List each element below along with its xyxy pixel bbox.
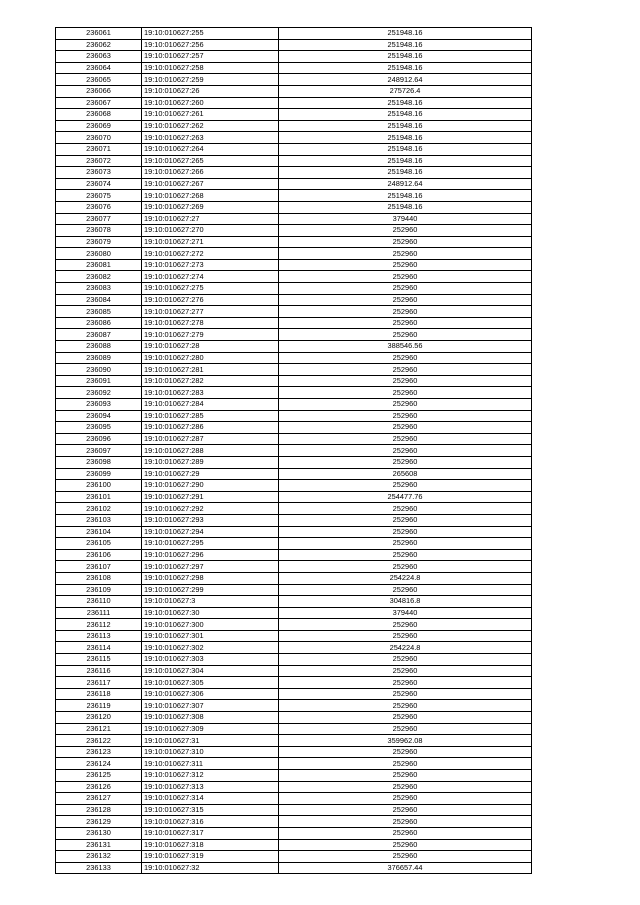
cadastral-value-cell: 254224.8 <box>279 572 532 584</box>
cadastral-value-cell: 252960 <box>279 283 532 295</box>
row-number-cell: 236061 <box>56 28 142 40</box>
table-row <box>56 596 532 608</box>
table-row <box>56 770 532 782</box>
cadastral-value-cell: 254224.8 <box>279 642 532 654</box>
cadastral-value-cell: 304816.8 <box>279 596 532 608</box>
table-row <box>56 619 532 631</box>
cadastral-number-cell: 19:10:010627:307 <box>142 700 279 712</box>
cadastral-number-cell: 19:10:010627:276 <box>142 294 279 306</box>
table-row <box>56 862 532 874</box>
cadastral-number-cell: 19:10:010627:309 <box>142 723 279 735</box>
row-number-cell: 236074 <box>56 178 142 190</box>
cadastral-number-cell: 19:10:010627:300 <box>142 619 279 631</box>
table-row <box>56 839 532 851</box>
table-row <box>56 375 532 387</box>
table-row <box>56 178 532 190</box>
cadastral-value-cell: 252960 <box>279 422 532 434</box>
cadastral-number-cell: 19:10:010627:302 <box>142 642 279 654</box>
table-row <box>56 654 532 666</box>
cadastral-value-cell: 252960 <box>279 480 532 492</box>
cadastral-value-cell: 252960 <box>279 236 532 248</box>
row-number-cell: 236064 <box>56 62 142 74</box>
table-row <box>56 746 532 758</box>
table-row <box>56 399 532 411</box>
table-row <box>56 514 532 526</box>
row-number-cell: 236063 <box>56 51 142 63</box>
table-row <box>56 561 532 573</box>
row-number-cell: 236097 <box>56 445 142 457</box>
cadastral-number-cell: 19:10:010627:283 <box>142 387 279 399</box>
row-number-cell: 236080 <box>56 248 142 260</box>
row-number-cell: 236076 <box>56 201 142 213</box>
cadastral-value-cell: 252960 <box>279 827 532 839</box>
cadastral-value-cell: 252960 <box>279 746 532 758</box>
row-number-cell: 236069 <box>56 120 142 132</box>
cadastral-value-cell: 252960 <box>279 271 532 283</box>
row-number-cell: 236072 <box>56 155 142 167</box>
table-row <box>56 109 532 121</box>
table-row <box>56 85 532 97</box>
cadastral-number-cell: 19:10:010627:295 <box>142 538 279 550</box>
table-row <box>56 700 532 712</box>
table-row <box>56 259 532 271</box>
cadastral-value-cell: 252960 <box>279 306 532 318</box>
row-number-cell: 236132 <box>56 851 142 863</box>
table-row <box>56 781 532 793</box>
row-number-cell: 236082 <box>56 271 142 283</box>
row-number-cell: 236088 <box>56 341 142 353</box>
row-number-cell: 236105 <box>56 538 142 550</box>
row-number-cell: 236095 <box>56 422 142 434</box>
row-number-cell: 236116 <box>56 665 142 677</box>
cadastral-number-cell: 19:10:010627:312 <box>142 770 279 782</box>
table-row <box>56 306 532 318</box>
cadastral-number-cell: 19:10:010627:271 <box>142 236 279 248</box>
row-number-cell: 236106 <box>56 549 142 561</box>
cadastral-number-cell: 19:10:010627:291 <box>142 491 279 503</box>
table-row <box>56 758 532 770</box>
cadastral-number-cell: 19:10:010627:274 <box>142 271 279 283</box>
cadastral-value-cell: 252960 <box>279 630 532 642</box>
cadastral-number-cell: 19:10:010627:27 <box>142 213 279 225</box>
cadastral-value-cell: 252960 <box>279 677 532 689</box>
row-number-cell: 236113 <box>56 630 142 642</box>
cadastral-number-cell: 19:10:010627:306 <box>142 688 279 700</box>
table-row <box>56 503 532 515</box>
cadastral-value-cell: 252960 <box>279 758 532 770</box>
row-number-cell: 236066 <box>56 85 142 97</box>
row-number-cell: 236114 <box>56 642 142 654</box>
cadastral-value-cell: 252960 <box>279 433 532 445</box>
row-number-cell: 236109 <box>56 584 142 596</box>
row-number-cell: 236092 <box>56 387 142 399</box>
cadastral-number-cell: 19:10:010627:26 <box>142 85 279 97</box>
table-row <box>56 329 532 341</box>
table-row <box>56 155 532 167</box>
row-number-cell: 236119 <box>56 700 142 712</box>
table-row <box>56 132 532 144</box>
table-row <box>56 352 532 364</box>
cadastral-number-cell: 19:10:010627:314 <box>142 793 279 805</box>
table-row <box>56 665 532 677</box>
row-number-cell: 236084 <box>56 294 142 306</box>
row-number-cell: 236112 <box>56 619 142 631</box>
row-number-cell: 236103 <box>56 514 142 526</box>
cadastral-number-cell: 19:10:010627:30 <box>142 607 279 619</box>
table-row <box>56 793 532 805</box>
table-row <box>56 201 532 213</box>
table-row <box>56 468 532 480</box>
table-row <box>56 387 532 399</box>
table-row <box>56 410 532 422</box>
table-row <box>56 723 532 735</box>
cadastral-number-cell: 19:10:010627:259 <box>142 74 279 86</box>
cadastral-value-cell: 252960 <box>279 688 532 700</box>
cadastral-number-cell: 19:10:010627:301 <box>142 630 279 642</box>
cadastral-number-cell: 19:10:010627:279 <box>142 329 279 341</box>
row-number-cell: 236123 <box>56 746 142 758</box>
cadastral-value-cell: 251948.16 <box>279 97 532 109</box>
cadastral-value-cell: 252960 <box>279 399 532 411</box>
cadastral-value-cell: 251948.16 <box>279 201 532 213</box>
row-number-cell: 236091 <box>56 375 142 387</box>
row-number-cell: 236096 <box>56 433 142 445</box>
table-row <box>56 62 532 74</box>
table-row <box>56 364 532 376</box>
table-row <box>56 341 532 353</box>
cadastral-value-cell: 252960 <box>279 259 532 271</box>
cadastral-number-cell: 19:10:010627:305 <box>142 677 279 689</box>
cadastral-value-cell: 251948.16 <box>279 28 532 40</box>
cadastral-number-cell: 19:10:010627:262 <box>142 120 279 132</box>
cadastral-value-cell: 252960 <box>279 723 532 735</box>
cadastral-value-cell: 252960 <box>279 503 532 515</box>
cadastral-value-cell: 251948.16 <box>279 190 532 202</box>
row-number-cell: 236093 <box>56 399 142 411</box>
row-number-cell: 236131 <box>56 839 142 851</box>
row-number-cell: 236087 <box>56 329 142 341</box>
row-number-cell: 236115 <box>56 654 142 666</box>
table-row <box>56 271 532 283</box>
cadastral-value-cell: 265608 <box>279 468 532 480</box>
row-number-cell: 236086 <box>56 317 142 329</box>
cadastral-number-cell: 19:10:010627:290 <box>142 480 279 492</box>
table-row <box>56 851 532 863</box>
cadastral-value-cell: 252960 <box>279 526 532 538</box>
cadastral-value-cell: 252960 <box>279 456 532 468</box>
cadastral-number-cell: 19:10:010627:265 <box>142 155 279 167</box>
cadastral-value-cell: 252960 <box>279 781 532 793</box>
cadastral-value-cell: 252960 <box>279 793 532 805</box>
cadastral-value-cell: 252960 <box>279 654 532 666</box>
cadastral-value-cell: 251948.16 <box>279 39 532 51</box>
cadastral-value-cell: 388546.56 <box>279 341 532 353</box>
cadastral-value-cell: 252960 <box>279 364 532 376</box>
table-row <box>56 480 532 492</box>
cadastral-value-cell: 275726.4 <box>279 85 532 97</box>
table-row <box>56 491 532 503</box>
cadastral-value-cell: 251948.16 <box>279 167 532 179</box>
row-number-cell: 236085 <box>56 306 142 318</box>
row-number-cell: 236078 <box>56 225 142 237</box>
cadastral-number-cell: 19:10:010627:266 <box>142 167 279 179</box>
row-number-cell: 236083 <box>56 283 142 295</box>
cadastral-value-cell: 251948.16 <box>279 143 532 155</box>
cadastral-value-cell: 252960 <box>279 839 532 851</box>
cadastral-number-cell: 19:10:010627:255 <box>142 28 279 40</box>
cadastral-value-cell: 252960 <box>279 317 532 329</box>
cadastral-value-cell: 379440 <box>279 213 532 225</box>
cadastral-number-cell: 19:10:010627:263 <box>142 132 279 144</box>
cadastral-number-cell: 19:10:010627:315 <box>142 804 279 816</box>
table-row <box>56 827 532 839</box>
cadastral-number-cell: 19:10:010627:313 <box>142 781 279 793</box>
cadastral-value-cell: 252960 <box>279 375 532 387</box>
cadastral-number-cell: 19:10:010627:278 <box>142 317 279 329</box>
cadastral-value-cell: 252960 <box>279 770 532 782</box>
cadastral-number-cell: 19:10:010627:264 <box>142 143 279 155</box>
row-number-cell: 236071 <box>56 143 142 155</box>
table-row <box>56 607 532 619</box>
cadastral-number-cell: 19:10:010627:284 <box>142 399 279 411</box>
cadastral-number-cell: 19:10:010627:308 <box>142 712 279 724</box>
cadastral-number-cell: 19:10:010627:260 <box>142 97 279 109</box>
table-row <box>56 688 532 700</box>
cadastral-number-cell: 19:10:010627:256 <box>142 39 279 51</box>
cadastral-value-cell: 251948.16 <box>279 109 532 121</box>
row-number-cell: 236098 <box>56 456 142 468</box>
cadastral-number-cell: 19:10:010627:292 <box>142 503 279 515</box>
table-row <box>56 642 532 654</box>
cadastral-number-cell: 19:10:010627:258 <box>142 62 279 74</box>
cadastral-number-cell: 19:10:010627:286 <box>142 422 279 434</box>
table-row <box>56 712 532 724</box>
cadastral-value-cell: 248912.64 <box>279 74 532 86</box>
row-number-cell: 236102 <box>56 503 142 515</box>
cadastral-number-cell: 19:10:010627:287 <box>142 433 279 445</box>
cadastral-value-cell: 252960 <box>279 619 532 631</box>
table-row <box>56 28 532 40</box>
cadastral-value-cell: 251948.16 <box>279 51 532 63</box>
table-row <box>56 294 532 306</box>
table-row <box>56 816 532 828</box>
cadastral-value-cell: 252960 <box>279 851 532 863</box>
cadastral-value-cell: 252960 <box>279 329 532 341</box>
table-row <box>56 236 532 248</box>
table-row <box>56 630 532 642</box>
cadastral-value-cell: 252960 <box>279 514 532 526</box>
cadastral-value-cell: 252960 <box>279 561 532 573</box>
cadastral-value-cell: 251948.16 <box>279 155 532 167</box>
cadastral-number-cell: 19:10:010627:303 <box>142 654 279 666</box>
cadastral-number-cell: 19:10:010627:257 <box>142 51 279 63</box>
cadastral-number-cell: 19:10:010627:317 <box>142 827 279 839</box>
row-number-cell: 236070 <box>56 132 142 144</box>
row-number-cell: 236124 <box>56 758 142 770</box>
row-number-cell: 236110 <box>56 596 142 608</box>
table-row <box>56 804 532 816</box>
cadastral-number-cell: 19:10:010627:267 <box>142 178 279 190</box>
cadastral-number-cell: 19:10:010627:285 <box>142 410 279 422</box>
row-number-cell: 236126 <box>56 781 142 793</box>
row-number-cell: 236079 <box>56 236 142 248</box>
cadastral-value-cell: 252960 <box>279 352 532 364</box>
table-row <box>56 190 532 202</box>
row-number-cell: 236128 <box>56 804 142 816</box>
row-number-cell: 236104 <box>56 526 142 538</box>
cadastral-value-cell: 379440 <box>279 607 532 619</box>
table-row <box>56 74 532 86</box>
row-number-cell: 236111 <box>56 607 142 619</box>
table-row <box>56 584 532 596</box>
table-row <box>56 51 532 63</box>
cadastral-number-cell: 19:10:010627:3 <box>142 596 279 608</box>
row-number-cell: 236073 <box>56 167 142 179</box>
cadastral-number-cell: 19:10:010627:268 <box>142 190 279 202</box>
table-row <box>56 677 532 689</box>
cadastral-number-cell: 19:10:010627:318 <box>142 839 279 851</box>
cadastral-value-cell: 252960 <box>279 445 532 457</box>
table-row <box>56 39 532 51</box>
cadastral-value-cell: 252960 <box>279 538 532 550</box>
table-row <box>56 572 532 584</box>
row-number-cell: 236077 <box>56 213 142 225</box>
cadastral-value-cell: 251948.16 <box>279 132 532 144</box>
row-number-cell: 236107 <box>56 561 142 573</box>
cadastral-value-cell: 252960 <box>279 584 532 596</box>
row-number-cell: 236094 <box>56 410 142 422</box>
cadastral-number-cell: 19:10:010627:297 <box>142 561 279 573</box>
cadastral-number-cell: 19:10:010627:277 <box>142 306 279 318</box>
row-number-cell: 236081 <box>56 259 142 271</box>
row-number-cell: 236075 <box>56 190 142 202</box>
cadastral-number-cell: 19:10:010627:288 <box>142 445 279 457</box>
cadastral-number-cell: 19:10:010627:311 <box>142 758 279 770</box>
row-number-cell: 236122 <box>56 735 142 747</box>
table-row <box>56 526 532 538</box>
cadastral-number-cell: 19:10:010627:296 <box>142 549 279 561</box>
cadastral-number-cell: 19:10:010627:319 <box>142 851 279 863</box>
row-number-cell: 236089 <box>56 352 142 364</box>
cadastral-value-cell: 252960 <box>279 248 532 260</box>
cadastral-number-cell: 19:10:010627:270 <box>142 225 279 237</box>
cadastral-number-cell: 19:10:010627:269 <box>142 201 279 213</box>
cadastral-value-cell: 251948.16 <box>279 120 532 132</box>
row-number-cell: 236118 <box>56 688 142 700</box>
cadastral-value-cell: 359962.08 <box>279 735 532 747</box>
row-number-cell: 236133 <box>56 862 142 874</box>
row-number-cell: 236062 <box>56 39 142 51</box>
cadastral-value-cell: 252960 <box>279 700 532 712</box>
row-number-cell: 236099 <box>56 468 142 480</box>
table-row <box>56 97 532 109</box>
table-row <box>56 549 532 561</box>
row-number-cell: 236065 <box>56 74 142 86</box>
row-number-cell: 236068 <box>56 109 142 121</box>
row-number-cell: 236127 <box>56 793 142 805</box>
table-row <box>56 248 532 260</box>
table-row <box>56 120 532 132</box>
row-number-cell: 236129 <box>56 816 142 828</box>
table-row <box>56 225 532 237</box>
table-row <box>56 456 532 468</box>
cadastral-number-cell: 19:10:010627:298 <box>142 572 279 584</box>
row-number-cell: 236117 <box>56 677 142 689</box>
table-row <box>56 422 532 434</box>
cadastral-number-cell: 19:10:010627:293 <box>142 514 279 526</box>
cadastral-number-cell: 19:10:010627:272 <box>142 248 279 260</box>
cadastral-value-cell: 252960 <box>279 410 532 422</box>
table-row <box>56 735 532 747</box>
table-row <box>56 213 532 225</box>
cadastral-value-cell: 252960 <box>279 804 532 816</box>
row-number-cell: 236100 <box>56 480 142 492</box>
row-number-cell: 236101 <box>56 491 142 503</box>
table-row <box>56 445 532 457</box>
cadastral-number-cell: 19:10:010627:275 <box>142 283 279 295</box>
cadastral-value-cell: 252960 <box>279 294 532 306</box>
cadastral-number-cell: 19:10:010627:280 <box>142 352 279 364</box>
table-body <box>56 28 532 874</box>
table-row <box>56 283 532 295</box>
row-number-cell: 236120 <box>56 712 142 724</box>
cadastral-value-cell: 252960 <box>279 665 532 677</box>
cadastral-number-cell: 19:10:010627:28 <box>142 341 279 353</box>
cadastral-value-cell: 252960 <box>279 549 532 561</box>
table-row <box>56 317 532 329</box>
cadastral-number-cell: 19:10:010627:281 <box>142 364 279 376</box>
cadastral-value-cell: 252960 <box>279 816 532 828</box>
table-row <box>56 143 532 155</box>
row-number-cell: 236090 <box>56 364 142 376</box>
cadastral-number-cell: 19:10:010627:289 <box>142 456 279 468</box>
row-number-cell: 236125 <box>56 770 142 782</box>
cadastral-value-cell: 252960 <box>279 387 532 399</box>
cadastral-number-cell: 19:10:010627:29 <box>142 468 279 480</box>
cadastral-number-cell: 19:10:010627:282 <box>142 375 279 387</box>
cadastral-number-cell: 19:10:010627:32 <box>142 862 279 874</box>
row-number-cell: 236067 <box>56 97 142 109</box>
cadastral-number-cell: 19:10:010627:31 <box>142 735 279 747</box>
row-number-cell: 236108 <box>56 572 142 584</box>
cadastral-value-cell: 251948.16 <box>279 62 532 74</box>
cadastral-value-cell: 254477.76 <box>279 491 532 503</box>
row-number-cell: 236121 <box>56 723 142 735</box>
cadastral-number-cell: 19:10:010627:273 <box>142 259 279 271</box>
cadastral-value-cell: 248912.64 <box>279 178 532 190</box>
cadastral-number-cell: 19:10:010627:316 <box>142 816 279 828</box>
cadastral-value-cell: 252960 <box>279 712 532 724</box>
cadastral-value-cell: 252960 <box>279 225 532 237</box>
cadastral-number-cell: 19:10:010627:299 <box>142 584 279 596</box>
cadastral-value-table <box>55 27 532 874</box>
table-row <box>56 433 532 445</box>
cadastral-value-cell: 376657.44 <box>279 862 532 874</box>
table-row <box>56 538 532 550</box>
cadastral-number-cell: 19:10:010627:304 <box>142 665 279 677</box>
table-row <box>56 167 532 179</box>
row-number-cell: 236130 <box>56 827 142 839</box>
cadastral-number-cell: 19:10:010627:310 <box>142 746 279 758</box>
cadastral-number-cell: 19:10:010627:294 <box>142 526 279 538</box>
cadastral-number-cell: 19:10:010627:261 <box>142 109 279 121</box>
